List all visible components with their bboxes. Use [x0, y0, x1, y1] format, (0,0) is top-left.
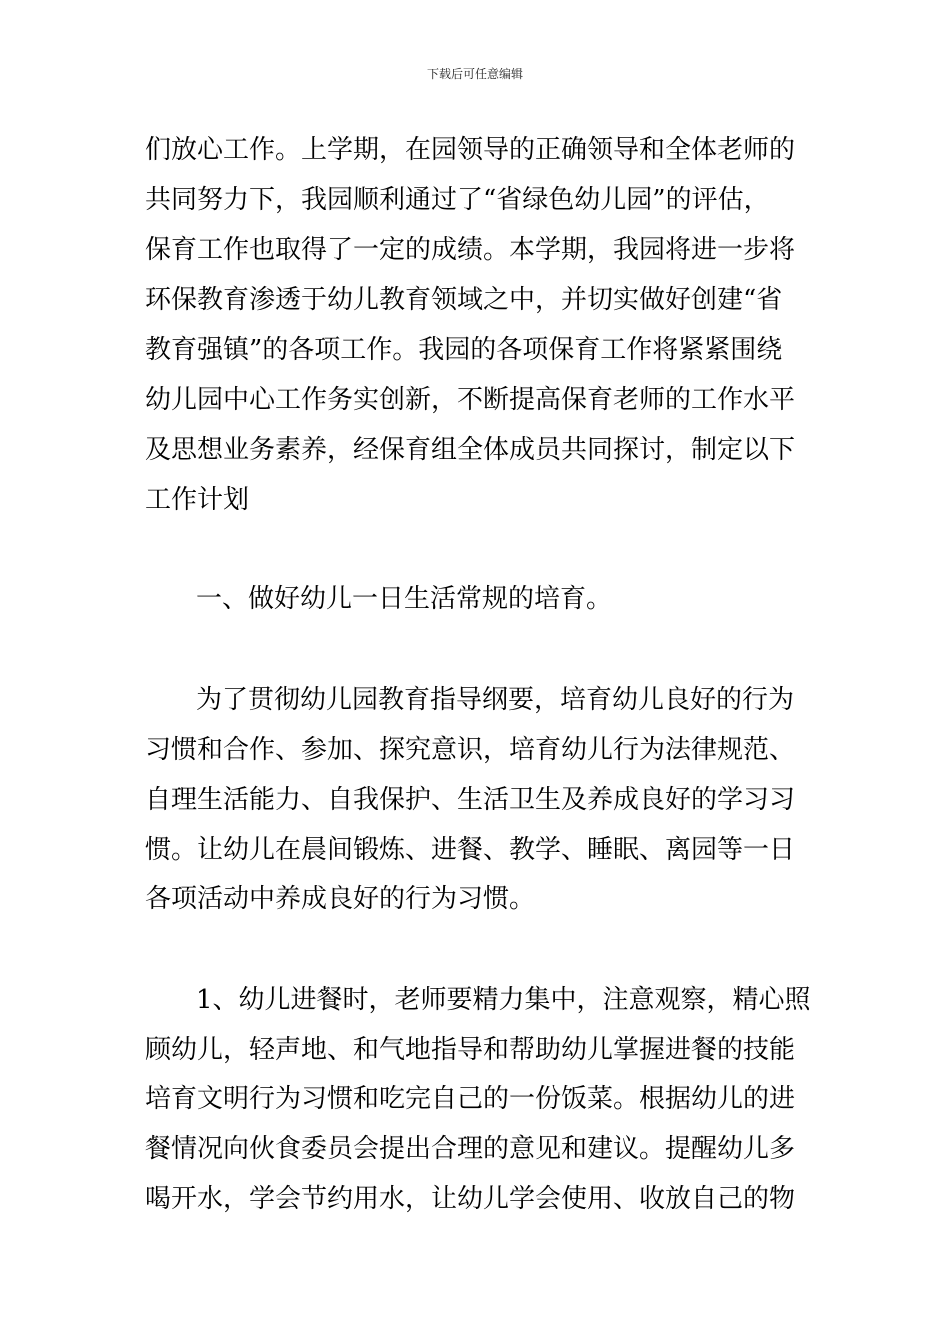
text-line: 顾幼儿，轻声地、和气地指导和帮助幼儿掌握进餐的技能: [145, 1035, 796, 1065]
text-line: 1、幼儿进餐时，老师要精力集中，注意观察，精心照: [196, 985, 811, 1015]
text-line: 各项活动中养成良好的行为习惯。: [145, 884, 536, 914]
text-line: 自理生活能力、自我保护、生活卫生及养成良好的学习习: [145, 785, 796, 815]
text-line: 为了贯彻幼儿园教育指导纲要，培育幼儿良好的行为: [196, 685, 795, 715]
section-heading: 一、做好幼儿一日生活常规的培育。: [196, 584, 613, 614]
page-header: 下载后可任意编辑: [426, 67, 523, 81]
text-line: 惯。让幼儿在晨间锻炼、进餐、教学、睡眠、离园等一日: [145, 835, 796, 865]
text-line: 环保教育渗透于幼儿教育领域之中，并切实做好创建“省: [145, 285, 783, 315]
text-line: 保育工作也取得了一定的成绩。本学期，我园将进一步将: [145, 235, 796, 265]
text-line: 教育强镇”的各项工作。我园的各项保育工作将紧紧围绕: [145, 335, 783, 365]
text-line: 幼儿园中心工作务实创新，不断提高保育老师的工作水平: [145, 385, 796, 415]
text-line: 工作计划: [145, 485, 250, 515]
text-line: 共同努力下，我园顺利通过了“省绿色幼儿园”的评估，: [145, 185, 770, 215]
text-line: 培育文明行为习惯和吃完自己的一份饭菜。根据幼儿的进: [145, 1084, 796, 1114]
text-line: 餐情况向伙食委员会提出合理的意见和建议。提醒幼儿多: [145, 1134, 796, 1164]
text-line: 喝开水，学会节约用水，让幼儿学会使用、收放自己的物: [145, 1184, 796, 1214]
text-line: 们放心工作。上学期，在园领导的正确领导和全体老师的: [145, 135, 796, 165]
text-line: 及思想业务素养，经保育组全体成员共同探讨，制定以下: [145, 435, 796, 465]
text-line: 习惯和合作、参加、探究意识，培育幼儿行为法律规范、: [145, 735, 796, 765]
